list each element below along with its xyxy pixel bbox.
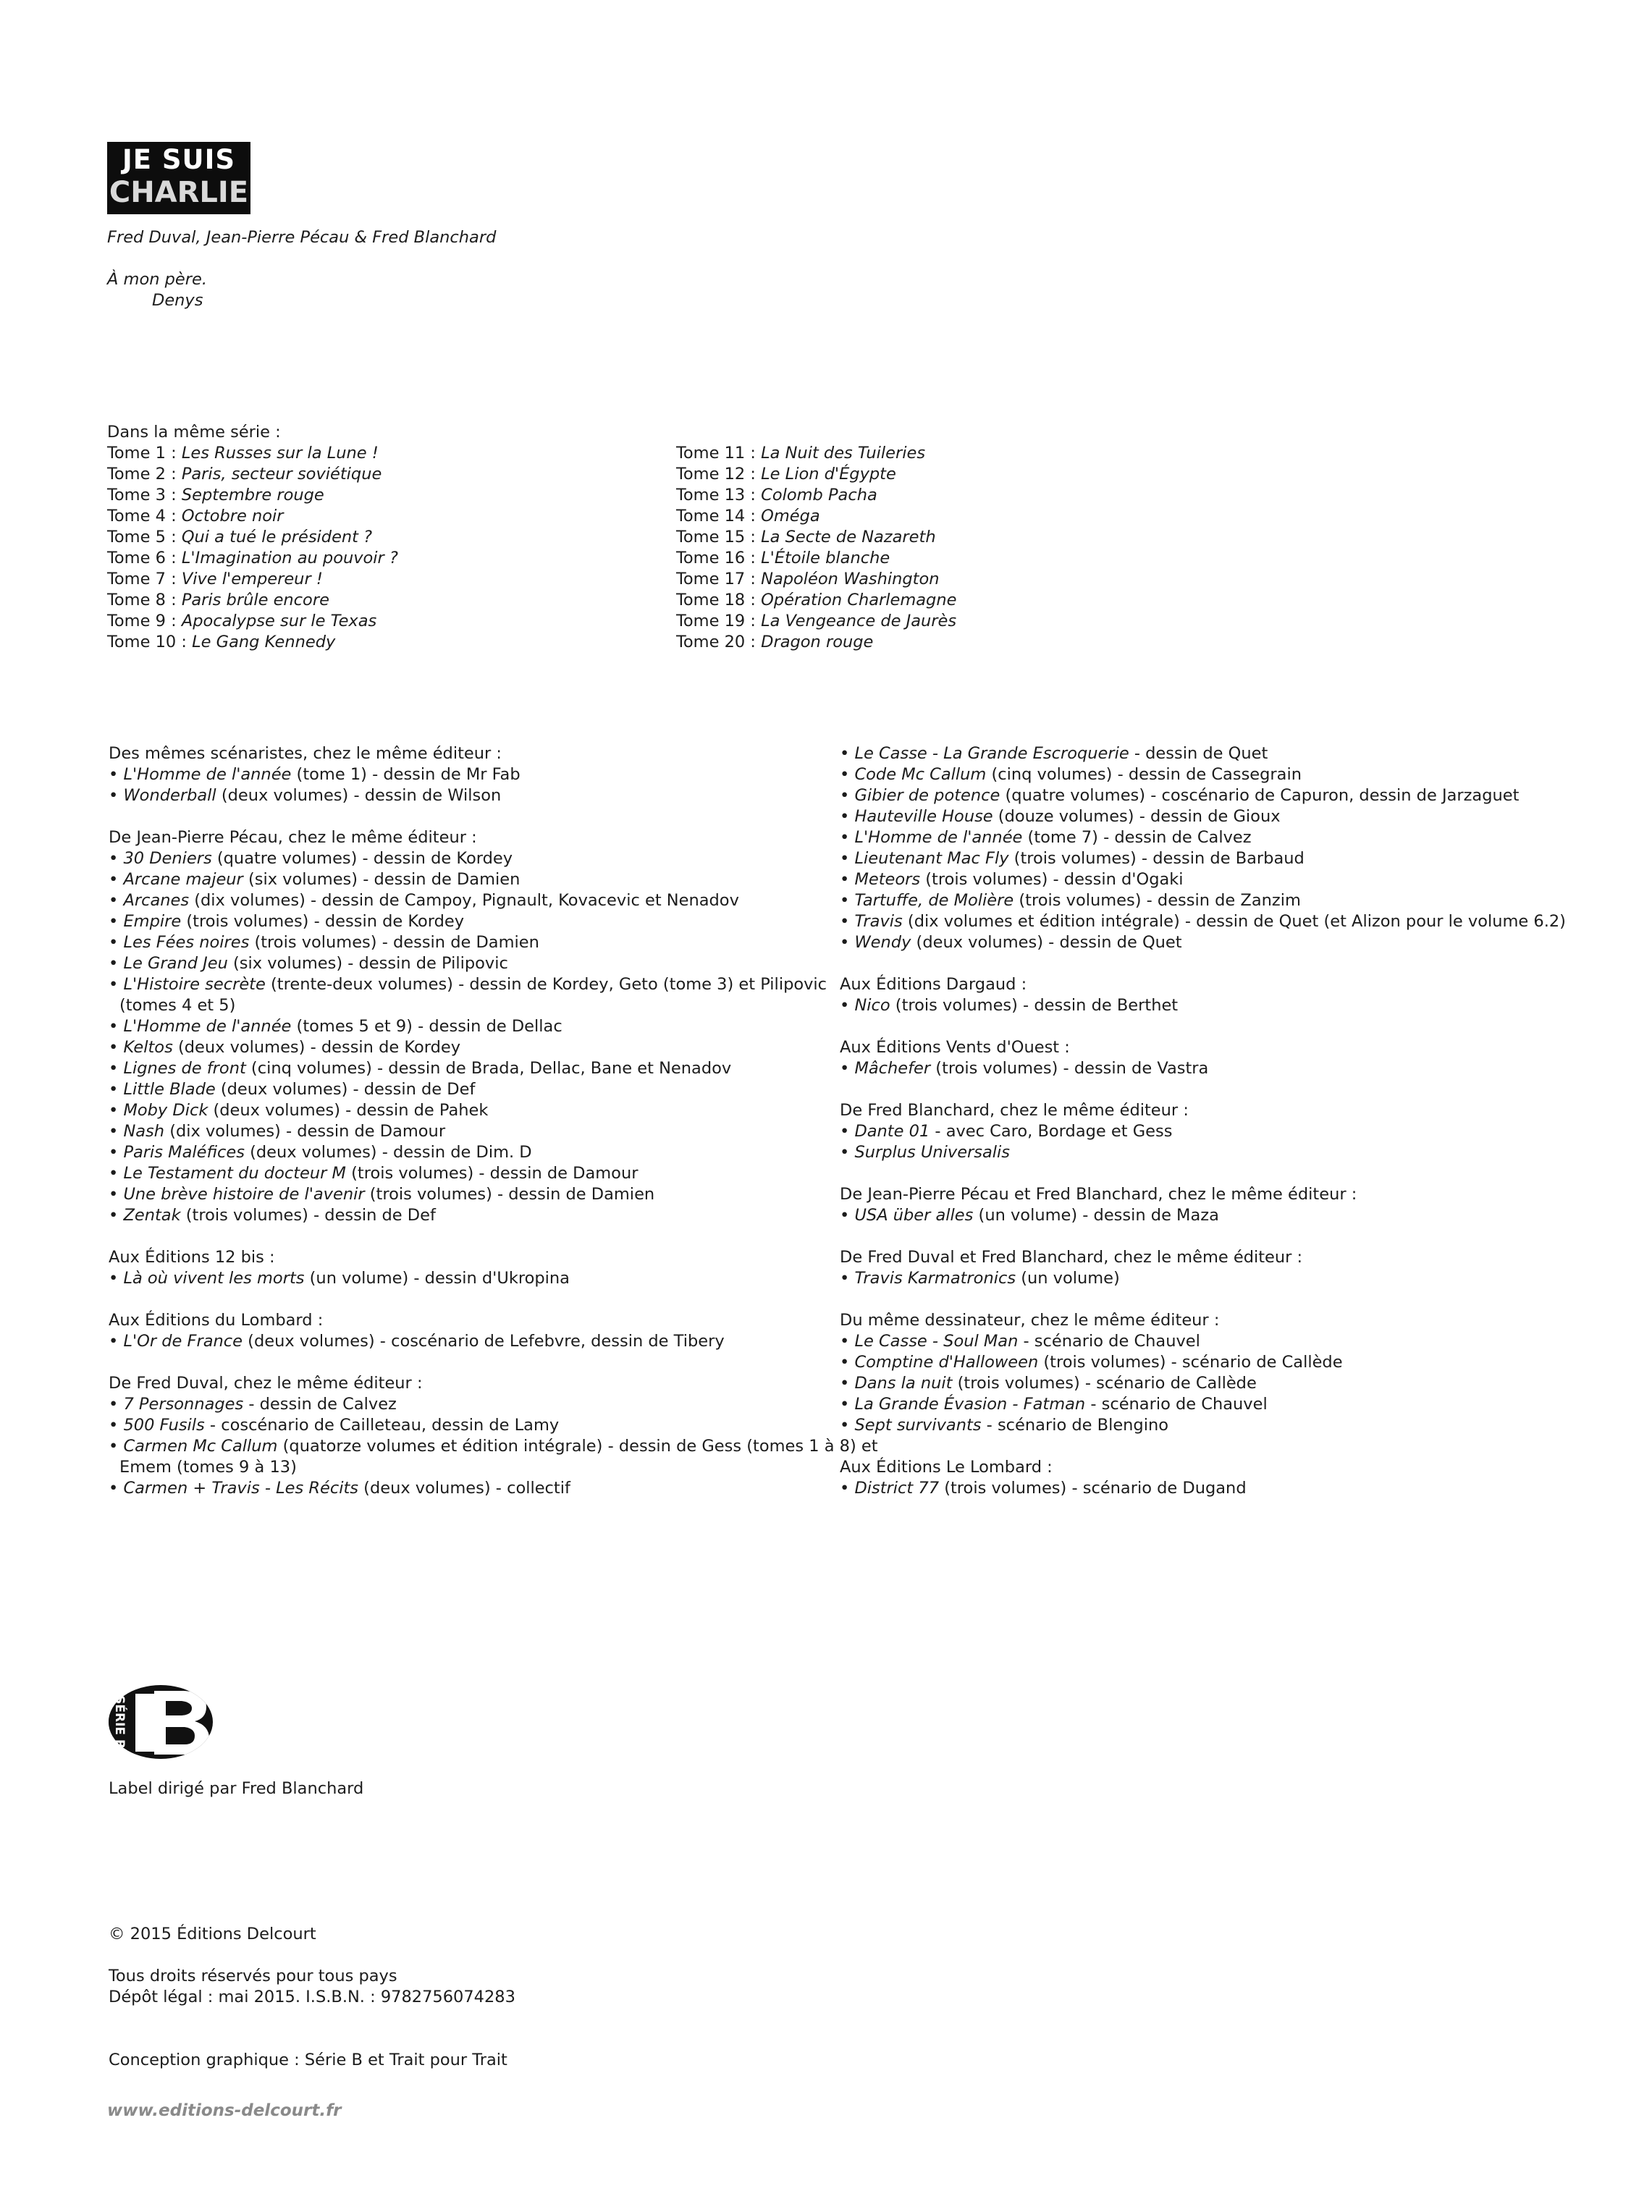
book-details: • xyxy=(109,1479,124,1498)
tome-number: Tome 4 : xyxy=(107,507,182,525)
bibliography-item xyxy=(840,743,1566,764)
tome-title: Opération Charlemagne xyxy=(761,591,957,609)
book-details: • xyxy=(840,765,855,784)
book-details: - dessin de Quet xyxy=(1129,744,1268,763)
book-details: (deux volumes) - dessin de Def xyxy=(215,1080,476,1099)
book-details: (deux volumes) - dessin de Quet xyxy=(911,933,1182,952)
tome-title: L'Étoile blanche xyxy=(761,549,890,567)
bibliography-item xyxy=(840,1331,1566,1352)
book-details: (trois volumes) - dessin de Vastra xyxy=(930,1059,1209,1078)
book-details: (cinq volumes) - dessin de Brada, Dellac, Bane et Nenadov xyxy=(245,1059,732,1078)
bibliography-item xyxy=(840,1415,1566,1436)
book-details: (trois volumes) - dessin de Zanzim xyxy=(1013,891,1301,910)
bibliography-item xyxy=(109,1142,878,1163)
bibliography-item xyxy=(840,995,1566,1016)
bibliography-group xyxy=(840,1457,1566,1499)
book-details: • xyxy=(840,1122,855,1141)
book-details: (deux volumes) - dessin de Wilson xyxy=(216,786,502,805)
series-tome-item xyxy=(107,548,398,569)
tome-title: Apocalypse sur le Texas xyxy=(181,612,377,630)
series-tome-item xyxy=(107,443,398,464)
book-title: Nash xyxy=(123,1122,165,1141)
book-details: • xyxy=(840,1269,855,1288)
series-list-left xyxy=(107,443,398,653)
bibliography-group xyxy=(109,743,878,806)
book-title: Sept survivants xyxy=(854,1416,982,1435)
book-title: Le Casse - La Grande Escroquerie xyxy=(854,744,1129,763)
bibliography-item xyxy=(109,1037,878,1058)
tome-number: Tome 8 : xyxy=(107,591,182,609)
book-title: Carmen + Travis - Les Récits xyxy=(123,1479,359,1498)
book-details: • xyxy=(840,1353,855,1372)
book-details: • xyxy=(109,1143,124,1162)
dedication xyxy=(107,269,207,311)
book-title: Hauteville House xyxy=(854,807,993,826)
bibliography-item xyxy=(109,1079,878,1100)
series-tome-item xyxy=(676,464,956,485)
bibliography-item xyxy=(109,911,878,932)
bibliography-left-column xyxy=(109,743,878,1520)
bibliography-item xyxy=(109,1478,878,1499)
book-details: • xyxy=(840,1416,855,1435)
book-title: Mâchefer xyxy=(854,1059,931,1078)
book-details: • xyxy=(840,828,855,847)
book-title: Carmen Mc Callum xyxy=(123,1437,278,1456)
book-details: (trois volumes) - dessin de Damien xyxy=(364,1185,655,1204)
series-tome-item xyxy=(107,527,398,548)
legal-deposit-isbn: Dépôt légal : mai 2015. I.S.B.N. : 9782756074283 xyxy=(109,1988,515,2006)
tome-number: Tome 10 : xyxy=(107,633,193,651)
book-details: (trois volumes) - dessin de Barbaud xyxy=(1008,849,1305,868)
bibliography-item xyxy=(840,1205,1566,1226)
bibliography-group-heading: De Fred Duval, chez le même éditeur : xyxy=(109,1374,423,1393)
bibliography-group-heading: De Jean-Pierre Pécau, chez le même éditeur : xyxy=(109,828,477,847)
book-details: • xyxy=(109,912,124,931)
bibliography-item xyxy=(109,1436,878,1457)
book-details: • xyxy=(840,1206,855,1225)
bibliography-group-heading: Aux Éditions du Lombard : xyxy=(109,1311,324,1330)
book-title: L'Or de France xyxy=(123,1332,243,1351)
book-details: • xyxy=(840,1479,855,1498)
book-details: • xyxy=(840,1059,855,1078)
bibliography-item xyxy=(109,974,878,995)
serie-b-logo-text: SÉRIE B xyxy=(112,1695,127,1749)
bibliography-item xyxy=(109,764,878,785)
book-details: • xyxy=(109,1080,124,1099)
book-title: 500 Fusils xyxy=(123,1416,205,1435)
bibliography-group-heading: De Fred Blanchard, chez le même éditeur : xyxy=(840,1101,1189,1120)
book-title: Lignes de front xyxy=(123,1059,246,1078)
book-details: (six volumes) - dessin de Damien xyxy=(243,870,521,889)
tome-number: Tome 7 : xyxy=(107,570,182,588)
bibliography-item xyxy=(840,827,1566,848)
book-title: Paris Maléfices xyxy=(123,1143,245,1162)
bibliography-item-continuation xyxy=(109,1457,878,1478)
tome-title: L'Imagination au pouvoir ? xyxy=(181,549,398,567)
tome-number: Tome 17 : xyxy=(676,570,762,588)
bibliography-group xyxy=(840,1037,1566,1079)
bibliography-item xyxy=(109,848,878,869)
book-details: • xyxy=(109,1101,124,1120)
tome-number: Tome 12 : xyxy=(676,465,762,484)
bibliography-item xyxy=(109,869,878,890)
bibliography-group-heading: Aux Éditions 12 bis : xyxy=(109,1248,275,1267)
book-title: Une brève histoire de l'avenir xyxy=(123,1185,365,1204)
bibliography-item xyxy=(840,932,1566,953)
tome-title: Dragon rouge xyxy=(761,633,874,651)
bibliography-item xyxy=(109,1163,878,1184)
book-details: • xyxy=(109,1416,124,1435)
bibliography-item xyxy=(109,1415,878,1436)
book-details: (trois volumes) - dessin de Berthet xyxy=(890,996,1179,1015)
badge-line-1: JE SUIS xyxy=(122,144,236,175)
bibliography-item xyxy=(840,1268,1566,1289)
bibliography-item xyxy=(840,1121,1566,1142)
je-suis-charlie-badge xyxy=(107,142,250,214)
book-details: (tome 7) - dessin de Calvez xyxy=(1022,828,1252,847)
bibliography-group xyxy=(109,1373,878,1499)
tome-number: Tome 1 : xyxy=(107,444,182,463)
book-details: • xyxy=(109,1038,124,1057)
book-title: Comptine d'Halloween xyxy=(854,1353,1039,1372)
book-title: Là où vivent les morts xyxy=(123,1269,305,1288)
series-tome-item xyxy=(676,548,956,569)
book-details: (tome 1) - dessin de Mr Fab xyxy=(291,765,521,784)
book-details: • xyxy=(840,870,855,889)
bibliography-group-heading: De Jean-Pierre Pécau et Fred Blanchard, chez le même éditeur : xyxy=(840,1185,1357,1204)
series-tome-item xyxy=(676,443,956,464)
bibliography-item xyxy=(109,1205,878,1226)
label-credit: Label dirigé par Fred Blanchard xyxy=(109,1779,364,1798)
book-title: 7 Personnages xyxy=(123,1395,244,1414)
bibliography-item xyxy=(840,911,1566,932)
bibliography-group-heading: Aux Éditions Vents d'Ouest : xyxy=(840,1038,1070,1057)
book-details: • xyxy=(109,1017,124,1036)
bibliography-item xyxy=(840,869,1566,890)
tome-title: Qui a tué le président ? xyxy=(181,528,373,546)
book-details: - scénario de Blengino xyxy=(981,1416,1168,1435)
book-title: USA über alles xyxy=(854,1206,974,1225)
bibliography-item xyxy=(840,1352,1566,1373)
tome-number: Tome 3 : xyxy=(107,486,182,505)
book-title: Les Fées noires xyxy=(123,933,250,952)
book-title: L'Homme de l'année xyxy=(123,765,292,784)
book-details: • xyxy=(840,996,855,1015)
book-details: (douze volumes) - dessin de Gioux xyxy=(993,807,1281,826)
book-title: Code Mc Callum xyxy=(854,765,987,784)
bibliography-group-heading: Aux Éditions Dargaud : xyxy=(840,975,1027,994)
tome-title: Oméga xyxy=(761,507,820,525)
book-details: • xyxy=(840,807,855,826)
bibliography-item xyxy=(109,1268,878,1289)
tome-number: Tome 16 : xyxy=(676,549,762,567)
book-details: (trois volumes) - dessin de Def xyxy=(180,1206,436,1225)
book-details: (un volume) - dessin de Maza xyxy=(973,1206,1219,1225)
copyright: © 2015 Éditions Delcourt xyxy=(109,1925,316,1943)
book-details: • xyxy=(109,870,124,889)
book-details: • xyxy=(109,954,124,973)
rights-statement: Tous droits réservés pour tous pays xyxy=(109,1967,397,1985)
bibliography-group xyxy=(840,1247,1566,1289)
book-details: • xyxy=(109,849,124,868)
tome-number: Tome 11 : xyxy=(676,444,762,463)
book-details: • xyxy=(840,1374,855,1393)
bibliography-item xyxy=(840,890,1566,911)
bibliography-item xyxy=(840,785,1566,806)
tome-title: Paris, secteur soviétique xyxy=(181,465,382,484)
book-details: • xyxy=(840,849,855,868)
serie-b-logo xyxy=(106,1684,215,1760)
book-details: (dix volumes) - dessin de Damour xyxy=(164,1122,446,1141)
book-title: Arcane majeur xyxy=(123,870,243,889)
series-tome-item xyxy=(676,527,956,548)
book-details: - scénario de Chauvel xyxy=(1018,1332,1200,1351)
tome-number: Tome 2 : xyxy=(107,465,182,484)
bibliography-item xyxy=(109,1016,878,1037)
series-tome-item xyxy=(676,590,956,611)
tome-title: La Nuit des Tuileries xyxy=(761,444,926,463)
book-details: • xyxy=(109,1269,124,1288)
book-title: L'Homme de l'année xyxy=(854,828,1023,847)
book-details: (tomes 4 et 5) xyxy=(119,996,236,1015)
bibliography-item xyxy=(840,1058,1566,1079)
book-details: • xyxy=(840,912,855,931)
book-details: (deux volumes) - dessin de Pahek xyxy=(208,1101,489,1120)
book-title: District 77 xyxy=(854,1479,940,1498)
book-title: Meteors xyxy=(854,870,921,889)
book-details: (deux volumes) - collectif xyxy=(358,1479,570,1498)
tome-number: Tome 15 : xyxy=(676,528,762,546)
bibliography-group-heading: Aux Éditions Le Lombard : xyxy=(840,1458,1053,1477)
book-details: (tomes 5 et 9) - dessin de Dellac xyxy=(291,1017,562,1036)
bibliography-item-continuation xyxy=(109,995,878,1016)
book-details: (trois volumes) - scénario de Callède xyxy=(1038,1353,1343,1372)
bibliography-item xyxy=(840,1478,1566,1499)
book-title: Lieutenant Mac Fly xyxy=(854,849,1009,868)
book-title: Gibier de potence xyxy=(854,786,1000,805)
book-details: • xyxy=(840,1395,855,1414)
book-details: • xyxy=(109,933,124,952)
series-tome-item xyxy=(676,569,956,590)
dedication-line-2: Denys xyxy=(152,291,203,310)
bibliography-group xyxy=(840,1184,1566,1226)
book-details: • xyxy=(840,744,855,763)
series-tome-item xyxy=(107,506,398,527)
book-details: (six volumes) - dessin de Pilipovic xyxy=(227,954,508,973)
book-details: (dix volumes et édition intégrale) - dessin de Quet (et Alizon pour le volume 6.2) xyxy=(902,912,1566,931)
series-list-right xyxy=(676,443,956,653)
bibliography-item xyxy=(109,1184,878,1205)
tome-title: Les Russes sur la Lune ! xyxy=(181,444,379,463)
tome-number: Tome 6 : xyxy=(107,549,182,567)
book-details: (trois volumes) - dessin d'Ogaki xyxy=(920,870,1184,889)
bibliography-item xyxy=(109,890,878,911)
graphic-design-credit: Conception graphique : Série B et Trait pour Trait xyxy=(109,2051,507,2069)
book-title: Le Casse - Soul Man xyxy=(854,1332,1019,1351)
book-title: Travis Karmatronics xyxy=(854,1269,1016,1288)
series-heading: Dans la même série : xyxy=(107,423,281,442)
book-title: Le Grand Jeu xyxy=(123,954,228,973)
book-details: • xyxy=(109,1437,124,1456)
book-title: 30 Deniers xyxy=(123,849,212,868)
bibliography-group-heading: De Fred Duval et Fred Blanchard, chez le même éditeur : xyxy=(840,1248,1303,1267)
book-details: - dessin de Calvez xyxy=(243,1395,397,1414)
tome-number: Tome 20 : xyxy=(676,633,762,651)
book-title: La Grande Évasion - Fatman xyxy=(854,1395,1086,1414)
book-details: - scénario de Chauvel xyxy=(1085,1395,1268,1414)
series-tome-item xyxy=(676,485,956,506)
series-tome-item xyxy=(107,485,398,506)
book-title: Wendy xyxy=(854,933,911,952)
book-title: Empire xyxy=(123,912,182,931)
book-details: • xyxy=(109,975,124,994)
tome-number: Tome 13 : xyxy=(676,486,762,505)
book-title: Arcanes xyxy=(123,891,190,910)
book-title: Dante 01 xyxy=(854,1122,930,1141)
publisher-website[interactable]: www.editions-delcourt.fr xyxy=(107,2101,342,2120)
bibliography-item xyxy=(109,1121,878,1142)
series-tome-item xyxy=(107,464,398,485)
book-details: (trois volumes) - dessin de Damour xyxy=(345,1164,639,1183)
tome-number: Tome 9 : xyxy=(107,612,182,630)
book-details: (trois volumes) - dessin de Damien xyxy=(249,933,539,952)
book-title: Keltos xyxy=(123,1038,173,1057)
book-details: (trois volumes) - scénario de Dugand xyxy=(939,1479,1247,1498)
series-tome-item xyxy=(107,590,398,611)
bibliography-group xyxy=(109,1247,878,1289)
book-details: • xyxy=(840,1332,855,1351)
series-tome-item xyxy=(676,632,956,653)
bibliography-group xyxy=(840,974,1566,1016)
book-details: (cinq volumes) - dessin de Cassegrain xyxy=(986,765,1302,784)
tome-number: Tome 5 : xyxy=(107,528,182,546)
series-tome-item xyxy=(107,569,398,590)
dedication-line-1: À mon père. xyxy=(107,270,208,289)
tome-title: Septembre rouge xyxy=(181,486,324,505)
tome-number: Tome 14 : xyxy=(676,507,762,525)
book-details: • xyxy=(109,1122,124,1141)
bibliography-item xyxy=(840,1394,1566,1415)
book-details: (dix volumes) - dessin de Campoy, Pignault, Kovacevic et Nenadov xyxy=(189,891,739,910)
bibliography-group xyxy=(840,1100,1566,1163)
book-details: (deux volumes) - coscénario de Lefebvre, dessin de Tibery xyxy=(243,1332,725,1351)
book-details: • xyxy=(109,1164,124,1183)
badge-line-2: CHARLIE xyxy=(109,176,249,209)
bibliography-item xyxy=(109,1331,878,1352)
bibliography-item xyxy=(109,785,878,806)
book-title: Le Testament du docteur M xyxy=(123,1164,346,1183)
book-details: (quatre volumes) - coscénario de Capuron, dessin de Jarzaguet xyxy=(1000,786,1520,805)
book-details: (trois volumes) - scénario de Callède xyxy=(952,1374,1257,1393)
tome-number: Tome 18 : xyxy=(676,591,762,609)
book-details: (un volume) - dessin d'Ukropina xyxy=(304,1269,570,1288)
book-details: • xyxy=(840,891,855,910)
book-details: • xyxy=(109,786,124,805)
book-details: (deux volumes) - dessin de Dim. D xyxy=(244,1143,532,1162)
book-title: Little Blade xyxy=(123,1080,216,1099)
book-details: (trois volumes) - dessin de Kordey xyxy=(181,912,465,931)
book-details: • xyxy=(840,786,855,805)
book-details: (quatorze volumes et édition intégrale) - dessin de Gess (tomes 1 à 8) et xyxy=(277,1437,878,1456)
book-details: • xyxy=(840,933,855,952)
bibliography-group-heading: Du même dessinateur, chez le même éditeur : xyxy=(840,1311,1220,1330)
bibliography-item xyxy=(109,1394,878,1415)
bibliography-item xyxy=(840,764,1566,785)
book-details: (un volume) xyxy=(1016,1269,1120,1288)
bibliography-right-column xyxy=(840,743,1566,1520)
tome-title: Colomb Pacha xyxy=(761,486,877,505)
bibliography-group xyxy=(109,1310,878,1352)
book-title: Travis xyxy=(854,912,903,931)
book-title: L'Histoire secrète xyxy=(123,975,266,994)
book-title: Surplus Universalis xyxy=(854,1143,1011,1162)
tome-title: Vive l'empereur ! xyxy=(181,570,323,588)
book-details: - coscénario de Cailleteau, dessin de Lamy xyxy=(204,1416,560,1435)
book-title: Dans la nuit xyxy=(854,1374,953,1393)
book-title: Tartuffe, de Molière xyxy=(854,891,1014,910)
tome-title: Octobre noir xyxy=(181,507,284,525)
series-tome-item xyxy=(107,611,398,632)
bibliography-item xyxy=(109,953,878,974)
book-details: • xyxy=(840,1143,855,1162)
tome-title: Le Gang Kennedy xyxy=(192,633,336,651)
book-title: L'Homme de l'année xyxy=(123,1017,292,1036)
bibliography-item xyxy=(840,1142,1566,1163)
book-title: Moby Dick xyxy=(123,1101,208,1120)
bibliography-item xyxy=(840,1373,1566,1394)
book-details: • xyxy=(109,1395,124,1414)
book-title: Zentak xyxy=(123,1206,181,1225)
bibliography-item xyxy=(109,1100,878,1121)
book-title: Wonderball xyxy=(123,786,216,805)
bibliography-item xyxy=(840,806,1566,827)
tome-title: La Secte de Nazareth xyxy=(761,528,936,546)
bibliography-group-heading: Des mêmes scénaristes, chez le même éditeur : xyxy=(109,744,502,763)
book-details: • xyxy=(109,891,124,910)
book-details: (trente-deux volumes) - dessin de Kordey, Geto (tome 3) et Pilipovic xyxy=(265,975,827,994)
bibliography-item xyxy=(840,848,1566,869)
bibliography-item xyxy=(109,932,878,953)
book-details: • xyxy=(109,1185,124,1204)
book-details: • xyxy=(109,1206,124,1225)
series-tome-item xyxy=(676,506,956,527)
book-details: - avec Caro, Bordage et Gess xyxy=(930,1122,1173,1141)
bibliography-item xyxy=(109,1058,878,1079)
book-details: • xyxy=(109,765,124,784)
tome-number: Tome 19 : xyxy=(676,612,762,630)
tome-title: Napoléon Washington xyxy=(761,570,940,588)
bibliography-group xyxy=(840,1310,1566,1436)
book-details: Emem (tomes 9 à 13) xyxy=(119,1458,297,1477)
authors-credit: Fred Duval, Jean-Pierre Pécau & Fred Blanchard xyxy=(107,228,497,247)
tome-title: Paris brûle encore xyxy=(181,591,329,609)
book-details: (quatre volumes) - dessin de Kordey xyxy=(211,849,513,868)
bibliography-group xyxy=(840,743,1566,953)
book-details: (deux volumes) - dessin de Kordey xyxy=(172,1038,461,1057)
tome-title: Le Lion d'Égypte xyxy=(761,465,896,484)
tome-title: La Vengeance de Jaurès xyxy=(761,612,957,630)
series-tome-item xyxy=(107,632,398,653)
bibliography-group xyxy=(109,827,878,1226)
book-details: • xyxy=(109,1059,124,1078)
book-title: Nico xyxy=(854,996,890,1015)
book-details: • xyxy=(109,1332,124,1351)
series-tome-item xyxy=(676,611,956,632)
